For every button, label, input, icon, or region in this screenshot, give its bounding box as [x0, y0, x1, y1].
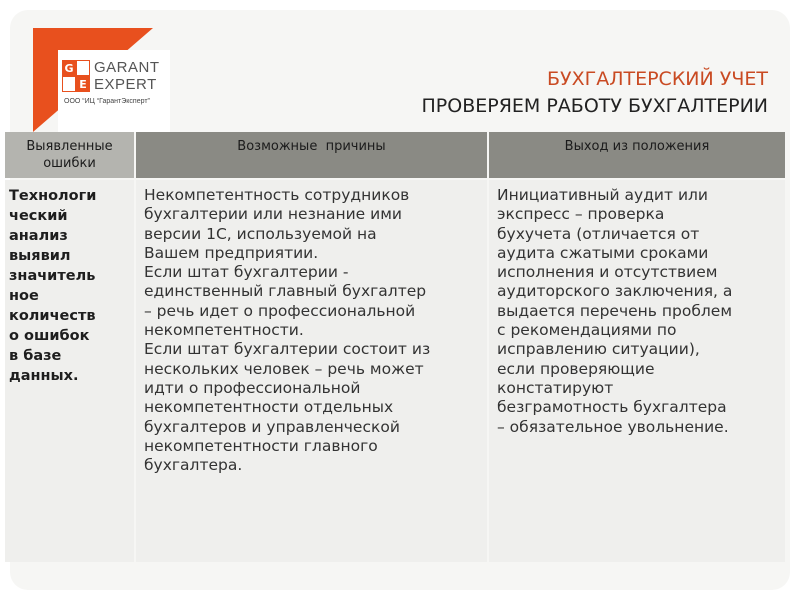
logo-word-expert: EXPERT — [94, 76, 157, 93]
logo-square — [76, 60, 90, 76]
header-solution: Выход из положения — [564, 139, 710, 154]
logo-letter-e: E — [76, 76, 90, 92]
header-causes: Возможные причины — [237, 139, 386, 154]
table-cell — [136, 180, 487, 562]
cell-causes: Некомпетентность сотрудников бухгалтерии или незнание ими версии 1С, используемой на Вашем предприятии. Если штат бухгалтерии - единственный главный бухгалтер – речь идет о профессиональной некомпетентности. Если штат бухгалтерии состоит из нескольких человек – речь может идти о профессиональной некомпетентности отдельных бухгалтеров и управленческой некомпетентности главного бухгалтера. — [144, 186, 431, 475]
table-cell — [5, 180, 134, 562]
table-header-cell — [5, 132, 134, 178]
errors-table — [5, 132, 785, 562]
logo-company-name: ООО “ИЦ “ГарантЭксперт” — [64, 98, 150, 105]
logo-letter-g: G — [62, 60, 76, 76]
table-header-cell — [136, 132, 487, 178]
cell-solution: Инициативный аудит или экспресс – проверка бухучета (отличается от аудита сжатыми сроками исполнения и отсутствием аудиторского заключения, а выдается перечень проблем с рекомендациями по исправлению ситуации), если проверяющие констатируют безграмотность бухгалтера – обязательное увольнение. — [497, 186, 733, 436]
table-cell — [489, 180, 785, 562]
cell-errors: Технологи ческий анализ выявил значитель ное количеств о ошибок в базе данных. — [9, 188, 97, 384]
slide-title: БУХГАЛТЕРСКИЙ УЧЕТ — [546, 68, 768, 90]
logo-square — [62, 76, 76, 92]
header-errors: Выявленные ошибки — [26, 139, 113, 171]
slide-subtitle: ПРОВЕРЯЕМ РАБОТУ БУХГАЛТЕРИИ — [421, 95, 768, 117]
logo-word-garant: GARANT — [94, 59, 160, 76]
table-header-cell — [489, 132, 785, 178]
logo-mark-icon — [62, 58, 90, 94]
